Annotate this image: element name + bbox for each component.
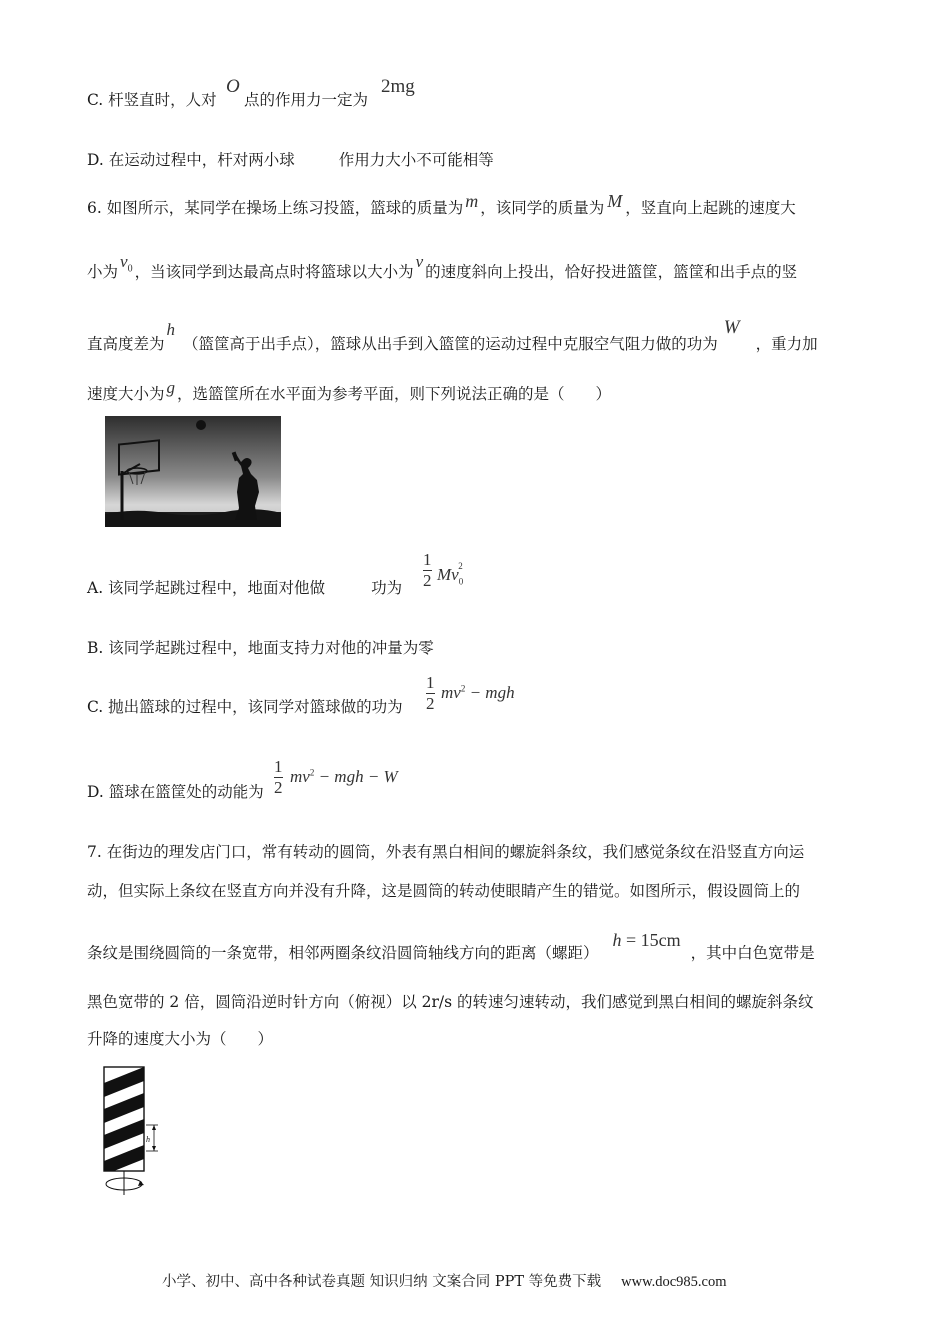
q6-option-a: A. 该同学起跳过程中，地面对他做 功为 — [87, 579, 403, 597]
q6-option-c-expr: $mv^2$ − mgh — [441, 683, 515, 702]
q7-stem-line2: 动，但实际上条纹在竖直方向并没有升降，这是圆筒的转动使眼睛产生的错觉。如图所示，假设圆筒上的 — [87, 882, 801, 900]
q7-stem-line1: 7. 在街边的理发店门口，常有转动的圆筒，外表有黑白相间的螺旋斜条纹，我们感觉条纹在沿竖直方向运 — [87, 843, 805, 861]
barber-pole-figure — [94, 1063, 166, 1197]
q6-option-a-fraction: 1 2 — [423, 550, 432, 590]
q5-option-d: D. 在运动过程中，杆对两小球 作用力大小不可能相等 — [87, 151, 494, 169]
q7-stem-line3: 条纹是围绕圆筒的一条宽带，相邻两圈条纹沿圆筒轴线方向的距离（螺距）h = 15cm，其中白色宽带是 — [87, 930, 815, 962]
q7-stem-line4: 黑色宽带的 2 倍，圆筒沿逆时针方向（俯视）以 2r/s 的转速匀速转动，我们感觉到黑白相间的螺旋斜条纹 — [87, 993, 814, 1011]
q6-option-d-fraction: 1 2 — [274, 757, 283, 797]
q6-option-c: C. 抛出篮球的过程中，该同学对篮球做的功为 — [87, 698, 403, 716]
q6-option-d: D. 篮球在篮筐处的动能为 — [87, 783, 264, 801]
q5-option-c-value: 2mg — [381, 76, 415, 97]
q6-option-a-expr: $Mv_0^2$ — [437, 561, 464, 587]
q6-stem-line2: 小为$v_0$ ，当该同学到达最高点时将篮球以大小为v的速度斜向上投出，恰好投进篮筐，篮筐和出手点的竖 — [87, 252, 798, 281]
page-footer: 小学、初中、高中各种试卷真题 知识归纳 文案合同 PPT 等免费下载 www.doc985.com — [162, 1274, 727, 1290]
q7-stem-line5: 升降的速度大小为（ ） — [87, 1030, 274, 1048]
basketball-photo — [105, 416, 281, 527]
q6-stem-line3: 直高度差为h（篮筐高于出手点），篮球从出手到入篮筐的运动过程中克服空气阻力做的功为W，重力加 — [87, 317, 818, 353]
q5-option-c-mid: 点的作用力一定为 — [244, 91, 369, 109]
q5-point-o: O — [226, 76, 240, 97]
q6-option-b: B. 该同学起跳过程中，地面支持力对他的冲量为零 — [87, 639, 434, 657]
q6-option-d-expr: $mv^2$ − mgh − W — [290, 767, 398, 786]
q5-option-c: C. 杆竖直时，人对 — [87, 91, 217, 109]
q6-stem-line1: 6. 如图所示，某同学在操场上练习投篮，篮球的质量为 m ，该同学的质量为 M ，竖直向上起跳的速度大 — [87, 191, 796, 217]
footer-url[interactable]: www.doc985.com — [621, 1274, 727, 1290]
pitch-label: h — [146, 1135, 150, 1144]
q6-option-c-fraction: 1 2 — [426, 673, 435, 713]
q6-stem-line4: 速度大小为 g ，选篮筐所在水平面为参考平面，则下列说法正确的是（ ） — [87, 378, 612, 403]
q6-v0: $v_0$ — [120, 252, 133, 275]
